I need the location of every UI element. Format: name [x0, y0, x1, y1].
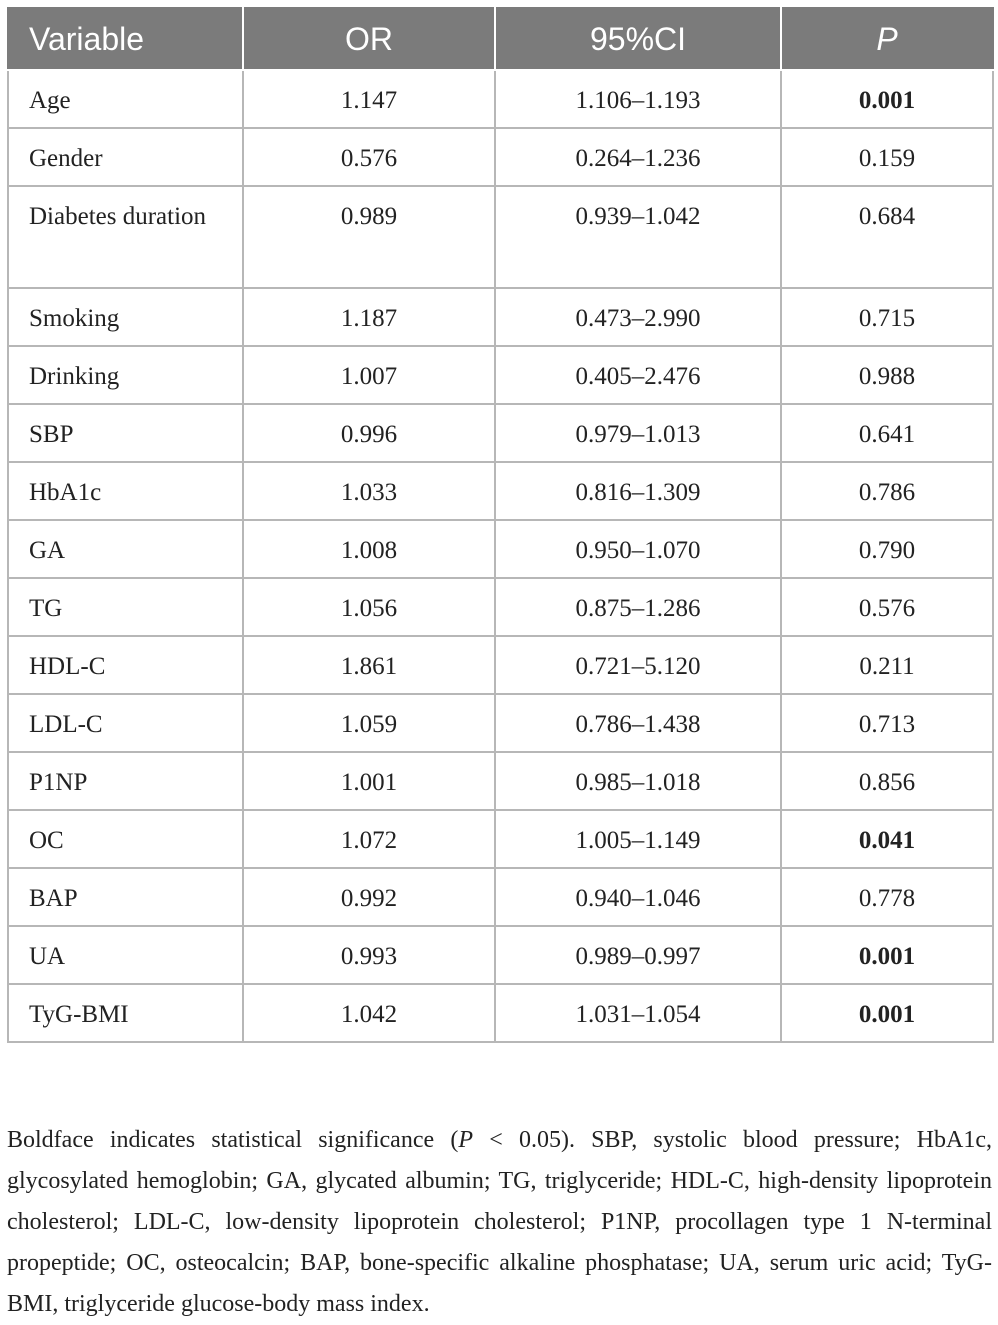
table-row: [8, 70, 993, 128]
cell-ci: 0.979–1.013: [495, 404, 781, 462]
cell-variable: BAP: [8, 868, 243, 926]
cell-ci: 0.721–5.120: [495, 636, 781, 694]
cell-or: 1.001: [243, 752, 495, 810]
table-row: [8, 636, 993, 694]
cell-or: 1.008: [243, 520, 495, 578]
footnote-text-rest: < 0.05). SBP, systolic blood pressure; HbA1c, glycosylated hemoglobin; GA, glycated albumin; TG, triglyceride; HDL-C, high-density lipoprotein cholesterol; LDL-C, low-density lipoprotein cholesterol; P1NP, procollagen type 1 N-terminal propeptide; OC, osteocalcin; BAP, bone-specific alkaline phosphatase; UA, serum uric acid; TyG-BMI, triglyceride glucose-body mass index.: [7, 1127, 992, 1317]
table-row: [8, 868, 993, 926]
cell-variable: HDL-C: [8, 636, 243, 694]
cell-ci: 0.985–1.018: [495, 752, 781, 810]
cell-variable: Drinking: [8, 346, 243, 404]
header-p: P: [781, 8, 993, 70]
cell-p: 0.715: [781, 288, 993, 346]
cell-ci: 0.989–0.997: [495, 926, 781, 984]
cell-or: 0.996: [243, 404, 495, 462]
cell-or: 0.992: [243, 868, 495, 926]
results-table-container: [7, 7, 992, 1043]
cell-or: 1.056: [243, 578, 495, 636]
table-row: [8, 404, 993, 462]
cell-or: 1.059: [243, 694, 495, 752]
header-variable: Variable: [8, 8, 243, 70]
table-row: [8, 128, 993, 186]
cell-ci: 1.005–1.149: [495, 810, 781, 868]
cell-ci: 0.816–1.309: [495, 462, 781, 520]
cell-or: 1.861: [243, 636, 495, 694]
cell-variable: LDL-C: [8, 694, 243, 752]
table-row: [8, 288, 993, 346]
cell-or: 0.576: [243, 128, 495, 186]
cell-ci: 0.405–2.476: [495, 346, 781, 404]
cell-p: 0.856: [781, 752, 993, 810]
cell-p: 0.790: [781, 520, 993, 578]
table-row: [8, 810, 993, 868]
table-row: [8, 186, 993, 288]
table-row: [8, 984, 993, 1042]
table-footnote: [7, 1120, 992, 1325]
cell-or: 1.072: [243, 810, 495, 868]
table-row: [8, 926, 993, 984]
cell-or: 1.007: [243, 346, 495, 404]
cell-p: 0.001: [781, 70, 993, 128]
cell-ci: 1.031–1.054: [495, 984, 781, 1042]
table-row: [8, 520, 993, 578]
cell-p: 0.713: [781, 694, 993, 752]
cell-or: 0.993: [243, 926, 495, 984]
table-row: [8, 462, 993, 520]
cell-p: 0.001: [781, 984, 993, 1042]
cell-ci: 0.264–1.236: [495, 128, 781, 186]
cell-p: 0.041: [781, 810, 993, 868]
cell-variable: Diabetes duration: [8, 186, 243, 288]
cell-or: 1.187: [243, 288, 495, 346]
cell-p: 0.778: [781, 868, 993, 926]
header-or: OR: [243, 8, 495, 70]
cell-p: 0.001: [781, 926, 993, 984]
cell-variable: OC: [8, 810, 243, 868]
table-row: [8, 346, 993, 404]
cell-ci: 0.950–1.070: [495, 520, 781, 578]
table-row: [8, 752, 993, 810]
table-row: [8, 694, 993, 752]
cell-variable: Age: [8, 70, 243, 128]
cell-p: 0.641: [781, 404, 993, 462]
cell-variable: GA: [8, 520, 243, 578]
header-ci: 95%CI: [495, 8, 781, 70]
cell-variable: HbA1c: [8, 462, 243, 520]
cell-or: 0.989: [243, 186, 495, 288]
cell-ci: 0.473–2.990: [495, 288, 781, 346]
cell-or: 1.033: [243, 462, 495, 520]
table-body: [8, 70, 993, 1042]
cell-ci: 0.875–1.286: [495, 578, 781, 636]
cell-variable: TG: [8, 578, 243, 636]
cell-ci: 0.786–1.438: [495, 694, 781, 752]
cell-p: 0.786: [781, 462, 993, 520]
table-header: [8, 8, 993, 70]
cell-ci: 1.106–1.193: [495, 70, 781, 128]
cell-variable: Gender: [8, 128, 243, 186]
cell-p: 0.988: [781, 346, 993, 404]
cell-or: 1.042: [243, 984, 495, 1042]
cell-variable: P1NP: [8, 752, 243, 810]
cell-variable: UA: [8, 926, 243, 984]
cell-ci: 0.939–1.042: [495, 186, 781, 288]
cell-p: 0.211: [781, 636, 993, 694]
cell-or: 1.147: [243, 70, 495, 128]
header-row: [8, 8, 993, 70]
cell-ci: 0.940–1.046: [495, 868, 781, 926]
logistic-regression-table: [7, 7, 994, 1043]
cell-variable: Smoking: [8, 288, 243, 346]
cell-p: 0.576: [781, 578, 993, 636]
cell-variable: TyG-BMI: [8, 984, 243, 1042]
cell-variable: SBP: [8, 404, 243, 462]
cell-p: 0.684: [781, 186, 993, 288]
footnote-p-symbol: P: [458, 1127, 474, 1153]
table-row: [8, 578, 993, 636]
cell-p: 0.159: [781, 128, 993, 186]
footnote-text-start: Boldface indicates statistical significance (: [7, 1127, 459, 1153]
